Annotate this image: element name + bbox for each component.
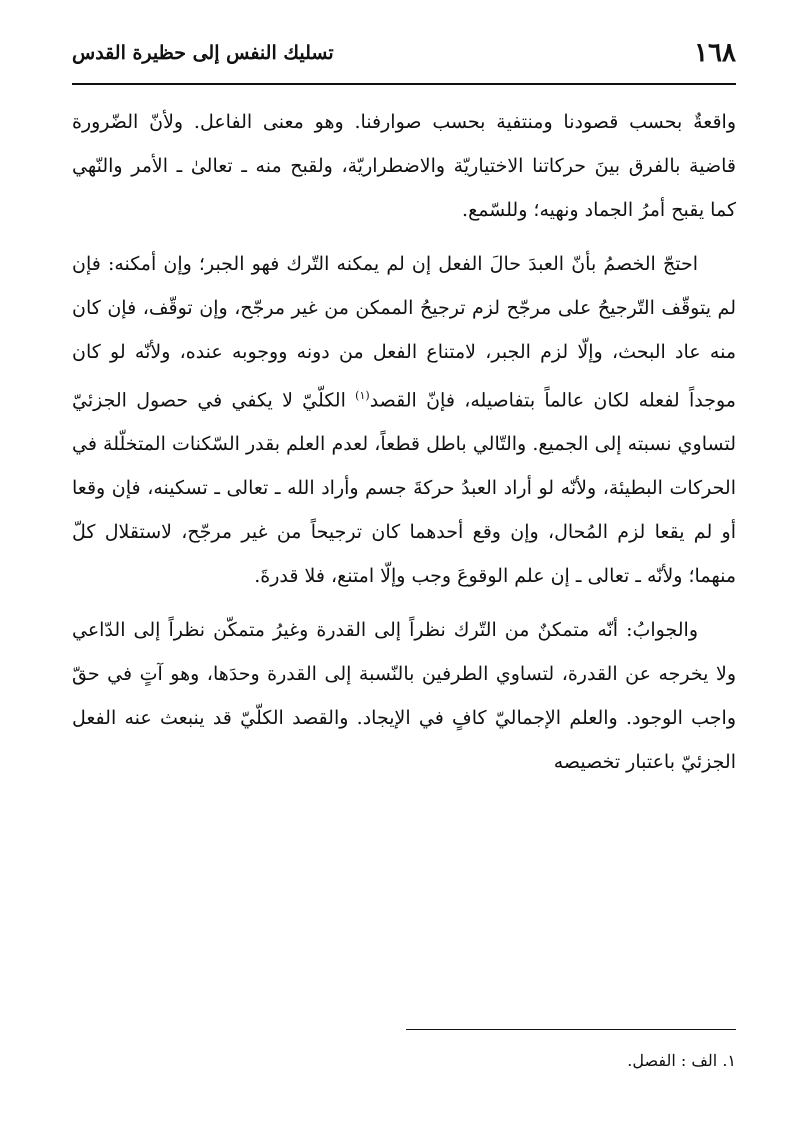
main-text: [72, 100, 736, 794]
page-number: ١٦٨: [694, 38, 736, 68]
paragraph-2: [72, 242, 736, 598]
header-divider: [72, 83, 736, 85]
paragraph-3: والجوابُ: أنّه متمكنٌ من التّرك نظراً إلى القدرة وغيرُ متمكّن نظراً إلى الدّاعي ولا يخرجه عن القدرة، لتساوي الطرفين بالنّسبة إلى القدرة وحدَها، وهو آتٍ في حقّ واجب الوجود. والعلم الإجماليّ كافٍ في الإيجاد. والقصد الكلّيّ قد ينبعث عنه الفعل الجزئيّ باعتبار تخصيصه: [72, 619, 736, 774]
paragraph-2-text: احتجّ الخصمُ بأنّ العبدَ حالَ الفعل إن لم يمكنه التّرك فهو الجبر؛ وإن أمكنه: فإن لم يتوقّف التّرجيحُ على مرجّح لزم ترجيحُ الممكن من غير مرجّح، وإن توقّف، فإن كان منه عاد البحث، وإلّا لزم الجبر، لامتناع الفعل من دونه ووجوبه عنده، ولأنّه لو كان موجداً لفعله لكان عالماً بتفاصيله، فإنّ القصد: [72, 253, 736, 412]
paragraph-2-continuation: الكلّيّ لا يكفي في حصول الجزئيّ لتساوي نسبته إلى الجميع. والتّالي باطل قطعاً، لعدم العلم بقدر السّكنات المتخلّلة في الحركات البطيئة، ولأنّه لو أراد العبدُ حركةَ جسم وأراد الله ـ تعالى ـ تسكينه، فإن وقعا أو لم يقعا لزم المُحال، وإن وقع أحدهما كان ترجيحاً من غير مرجّح، لاستقلال كلّ منهما؛ ولأنّه ـ تعالى ـ إن علم الوقوعَ وجب وإلّا امتنع، فلا قدرةَ.: [72, 389, 736, 588]
page-header: [72, 38, 736, 82]
paragraph-1: واقعةٌ بحسب قصودنا ومنتفية بحسب صوارفنا. وهو معنى الفاعل. ولأنّ الضّرورة قاضية بالفرق بينَ حركاتنا الاختياريّة والاضطراريّة، ولقبح منه ـ تعالىٰ ـ الأمر والنّهي كما يقبح أمرُ الجماد ونهيه؛ وللسّمع.: [72, 111, 736, 221]
footnote-marker: (١): [355, 389, 370, 402]
footnote: ١. الف : الفصل.: [627, 1051, 736, 1070]
running-title: تسليك النفس إلى حظيرة القدس: [72, 42, 334, 64]
footnote-divider: [406, 1029, 736, 1030]
